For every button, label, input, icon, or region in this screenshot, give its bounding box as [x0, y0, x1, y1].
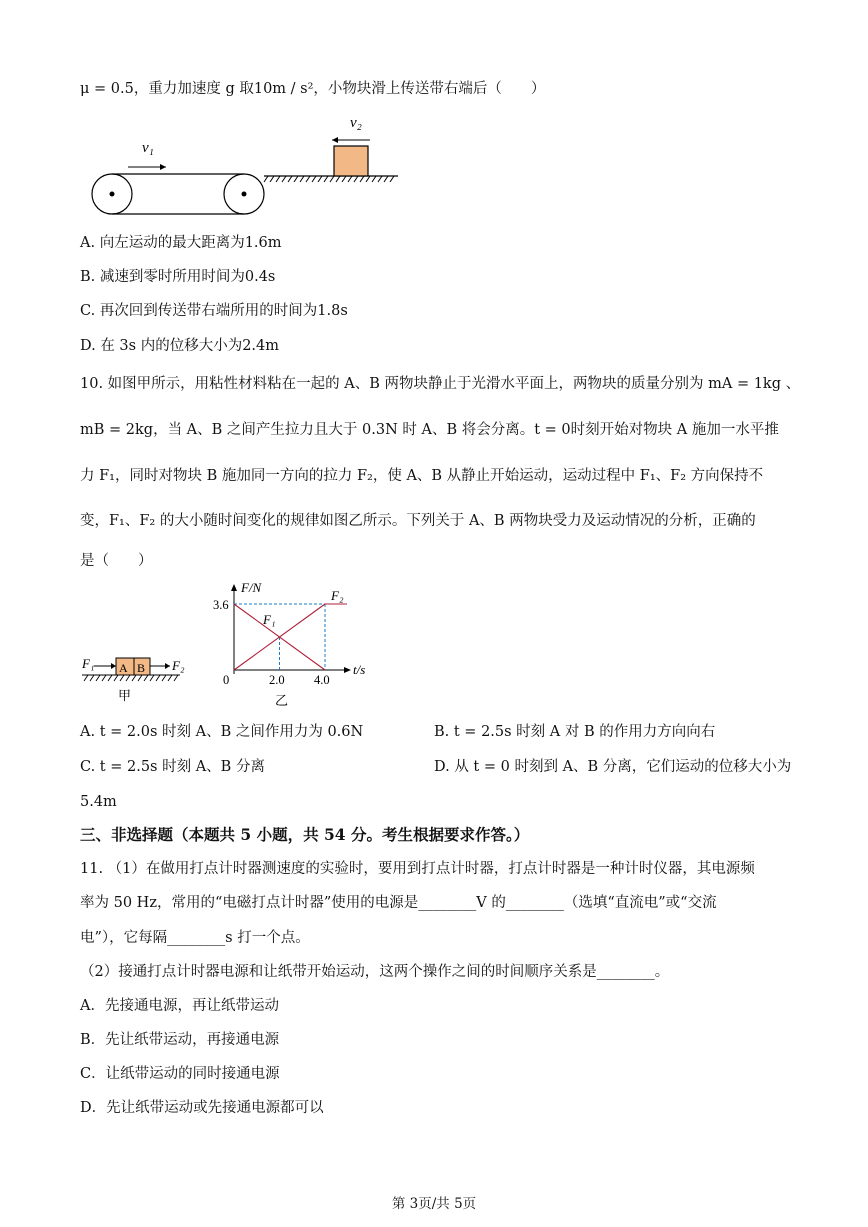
q9-option-d: D. 在 3s 内的位移大小为2.4m [80, 338, 280, 354]
q10-option-d: D. 从 t = 0 时刻到 A、B 分离，它们运动的位移大小为 [434, 759, 792, 775]
q10-line-5: 是（ ） [80, 553, 153, 569]
q11-line-3: 电”），它每隔________s 打一个点。 [80, 930, 310, 946]
q11-option-b: B．先让纸带运动，再接通电源 [80, 1032, 280, 1048]
q10-line-4: 变，F₁、F₂ 的大小随时间变化的规律如图乙所示。下列关于 A、B 两物块受力及运动情况的分析，正确的 [80, 513, 756, 529]
q11-line-2: 率为 50 Hz，常用的“电磁打点计时器”使用的电源是________V 的________（选填“直流电”或“交流 [80, 895, 717, 911]
v2-label: v₂ [350, 115, 362, 131]
y-axis-label: F/N [241, 580, 262, 595]
x-axis-label: t/s [353, 662, 366, 677]
q11-line-4: （2）接通打点计时器电源和让纸带开始运动，这两个操作之间的时间顺序关系是________。 [80, 964, 670, 980]
q11-option-d: D．先让纸带运动或先接通电源都可以 [80, 1100, 324, 1116]
q11-option-c: C．让纸带运动的同时接通电源 [80, 1066, 280, 1082]
q10-option-c: C. t = 2.5s 时刻 A、B 分离 [80, 759, 265, 775]
q9-option-c: C. 再次回到传送带右端所用的时间为1.8s [80, 303, 348, 319]
section-3-heading: 三、非选择题（本题共 5 小题，共 54 分。考生根据要求作答。） [80, 825, 530, 844]
block [334, 146, 368, 176]
y-tick-3.6: 3.6 [213, 598, 229, 612]
v1-label: v₁ [142, 140, 154, 156]
q9-intro: μ = 0.5，重力加速度 g 取10m / s²，小物块滑上传送带右端后（ ） [80, 81, 546, 97]
q10-line-1: 10. 如图甲所示，用粘性材料粘在一起的 A、B 两物块静止于光滑水平面上，两物块的质量分别为 mA = 1kg 、 [80, 376, 801, 392]
q10-line-2: mB = 2kg，当 A、B 之间产生拉力且大于 0.3N 时 A、B 将会分离。t = 0时刻开始对物块 A 施加一水平推 [80, 422, 779, 438]
q10-option-b: B. t = 2.5s 时刻 A 对 B 的作用力方向向右 [434, 724, 716, 740]
q9-option-b: B. 减速到零时所用时间为0.4s [80, 269, 276, 285]
origin-label: 0 [223, 673, 230, 687]
block-b-label: B [137, 661, 146, 675]
figure-yi-graph [205, 582, 375, 712]
x-tick-4.0: 4.0 [314, 673, 330, 687]
f2-label-jia: F₂ [172, 658, 185, 673]
caption-yi: 乙 [275, 694, 289, 709]
page-footer: 第 3页/共 5页 [391, 1196, 477, 1212]
q10-option-d-cont: 5.4m [80, 794, 117, 810]
q10-line-3: 力 F₁，同时对物块 B 施加同一方向的拉力 F₂，使 A、B 从静止开始运动，运动过程中 F₁、F₂ 方向保持不 [80, 468, 764, 484]
f1-label-graph: F₁ [263, 612, 276, 627]
conveyor-belt-figure [82, 112, 412, 222]
block-a-label: A [119, 661, 128, 675]
q11-line-1: 11. （1）在做用打点计时器测速度的实验时，要用到打点计时器，打点计时器是一种计时仪器，其电源频 [80, 861, 755, 877]
q10-option-a: A. t = 2.0s 时刻 A、B 之间作用力为 0.6N [80, 724, 364, 740]
x-tick-2.0: 2.0 [269, 673, 285, 687]
q9-option-a: A. 向左运动的最大距离为1.6m [80, 235, 282, 251]
caption-jia: 甲 [118, 689, 132, 704]
figure-jia [80, 652, 190, 702]
f1-label-jia: F₁ [82, 656, 95, 671]
q11-option-a: A．先接通电源，再让纸带运动 [80, 998, 279, 1014]
f2-label-graph: F₂ [331, 588, 344, 603]
